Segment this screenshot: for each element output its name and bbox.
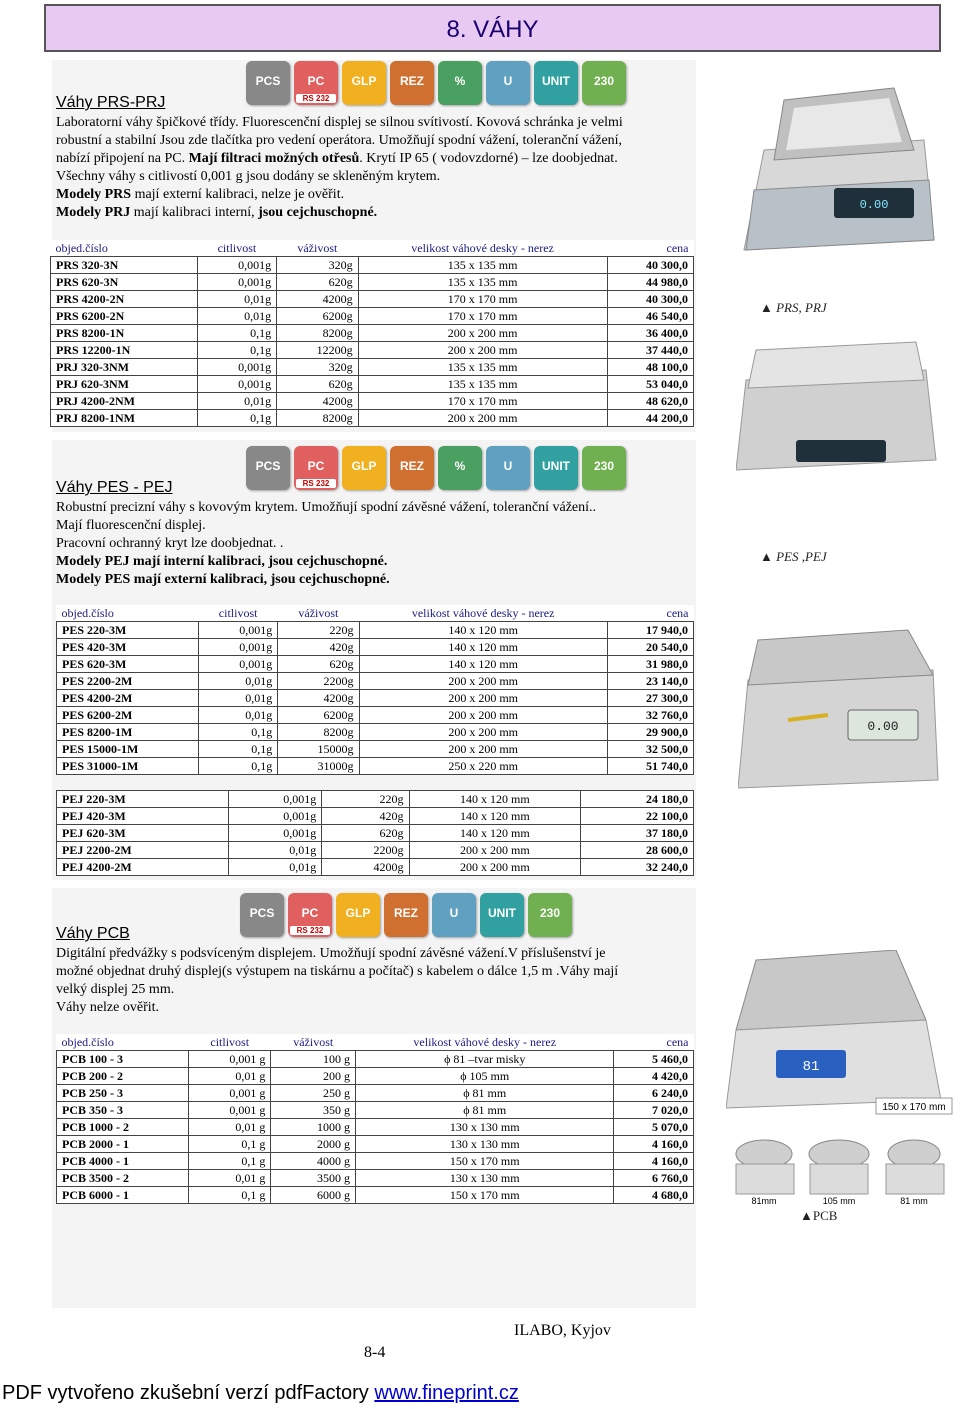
table-cell: 0,001g xyxy=(197,274,276,291)
intro-line: Modely PRS mají externí kalibraci, nelze je ověřit. xyxy=(56,187,345,202)
table-cell: 620g xyxy=(278,656,359,673)
glp-icon: GLP xyxy=(336,893,380,937)
svg-text:81 mm: 81 mm xyxy=(900,1196,928,1206)
company-name: ILABO, Kyjov xyxy=(514,1322,611,1339)
pcs-icon: PCS xyxy=(240,893,284,937)
intro-line: Pracovní ochranný kryt lze doobjednat. . xyxy=(56,536,284,551)
svg-text:105 mm: 105 mm xyxy=(822,1196,856,1206)
section-title-pcb: Váhy PCB xyxy=(56,925,130,942)
column-header: objed.číslo xyxy=(57,605,199,622)
table-cell: PCB 200 - 2 xyxy=(57,1068,189,1085)
table-row xyxy=(57,1119,694,1136)
table-cell: 0,001g xyxy=(228,825,322,842)
table-row xyxy=(51,291,694,308)
table-row xyxy=(51,376,694,393)
table-cell: 4200g xyxy=(277,291,359,308)
table-cell: 135 x 135 mm xyxy=(358,359,607,376)
table-cell: 36 400,0 xyxy=(607,325,693,342)
scale-photo-pcb-pans xyxy=(726,1124,954,1208)
column-header: velikost váhové desky - nerez xyxy=(356,1034,614,1051)
table-cell: 200 x 200 mm xyxy=(359,690,607,707)
table-cell: PRJ 620-3NM xyxy=(51,376,198,393)
table-cell: 23 140,0 xyxy=(607,673,693,690)
table-cell: 0,01g xyxy=(197,291,276,308)
table-header-row xyxy=(57,605,694,622)
table-cell: 250 g xyxy=(271,1085,356,1102)
table-cell: PES 2200-2M xyxy=(57,673,199,690)
table-cell: 6 760,0 xyxy=(614,1170,694,1187)
intro-line: nabízí připojení na PC. Mají filtraci možných otřesů. Krytí IP 65 ( vodovzdorné) – lze doobjednat. xyxy=(56,151,618,166)
table-cell: 40 300,0 xyxy=(607,257,693,274)
table-cell: 250 x 220 mm xyxy=(359,758,607,775)
table-cell: 0,1 g xyxy=(189,1136,271,1153)
table-cell: 130 x 130 mm xyxy=(356,1119,614,1136)
rs232-badge: RS 232 xyxy=(296,479,336,488)
table-cell: PEJ 4200-2M xyxy=(57,859,229,876)
table-cell: 140 x 120 mm xyxy=(409,825,581,842)
chapter-header xyxy=(44,4,941,52)
table-cell: 0,01g xyxy=(228,859,322,876)
table-cell: 15000g xyxy=(278,741,359,758)
intro-line: Modely PRJ mají kalibraci interní, jsou cejchuschopné. xyxy=(56,205,378,220)
table-cell: PES 31000-1M xyxy=(57,758,199,775)
table-cell: ϕ 81 –tvar misky xyxy=(356,1051,614,1068)
feature-icons-prs xyxy=(246,61,626,105)
feature-icons-pcb xyxy=(240,893,572,937)
price-table-pej xyxy=(56,790,694,876)
section-title-pes-pej: Váhy PES - PEJ xyxy=(56,479,173,496)
table-row xyxy=(57,1085,694,1102)
table-row xyxy=(57,825,694,842)
table-cell: 170 x 170 mm xyxy=(358,291,607,308)
table-cell: PES 15000-1M xyxy=(57,741,199,758)
table-row xyxy=(51,393,694,410)
table-cell: 0,1g xyxy=(197,410,276,427)
table-cell: 620g xyxy=(277,376,359,393)
pc-icon: PC RS 232 xyxy=(294,446,338,490)
column-header: velikost váhové desky - nerez xyxy=(358,240,607,257)
table-cell: PCB 4000 - 1 xyxy=(57,1153,189,1170)
table-cell: 6200g xyxy=(278,707,359,724)
intro-line: Modely PES mají externí kalibraci, jsou cejchuschopné. xyxy=(56,572,390,587)
table-cell: PRS 4200-2N xyxy=(51,291,198,308)
table-cell: PES 4200-2M xyxy=(57,690,199,707)
table-cell: 140 x 120 mm xyxy=(359,639,607,656)
table-cell: PES 420-3M xyxy=(57,639,199,656)
table-row xyxy=(57,1051,694,1068)
table-row xyxy=(57,622,694,639)
table-cell: 32 500,0 xyxy=(607,741,693,758)
table-cell: 44 200,0 xyxy=(607,410,693,427)
pc-icon: PC RS 232 xyxy=(294,61,338,105)
table-cell: PRJ 8200-1NM xyxy=(51,410,198,427)
column-header: citlivost xyxy=(197,240,276,257)
table-cell: 12200g xyxy=(277,342,359,359)
table-cell: 37 180,0 xyxy=(581,825,694,842)
table-cell: 350 g xyxy=(271,1102,356,1119)
table-cell: 0,001g xyxy=(199,639,278,656)
table-row xyxy=(57,639,694,656)
table-cell: 6200g xyxy=(277,308,359,325)
intro-line: Laboratorní váhy špičkové třídy. Fluorescenční displej se silnou svítivostí. Kovová schránka je velmi xyxy=(56,115,623,130)
column-header: cena xyxy=(614,1034,694,1051)
table-cell: 17 940,0 xyxy=(607,622,693,639)
rez-icon: REZ xyxy=(390,61,434,105)
table-row xyxy=(51,359,694,376)
column-header: cena xyxy=(607,605,693,622)
table-cell: ϕ 105 mm xyxy=(356,1068,614,1085)
table-cell: 320g xyxy=(277,359,359,376)
rez-icon: REZ xyxy=(384,893,428,937)
table-cell: 3500 g xyxy=(271,1170,356,1187)
table-cell: PEJ 420-3M xyxy=(57,808,229,825)
table-cell: PRS 12200-1N xyxy=(51,342,198,359)
table-cell: 0,001g xyxy=(199,656,278,673)
scale-caption-pcb: ▲PCB xyxy=(800,1208,838,1223)
table-cell: 8200g xyxy=(277,325,359,342)
table-row xyxy=(57,707,694,724)
intro-line: Všechny váhy s citlivostí 0,001 g jsou dodány se skleněným krytem. xyxy=(56,169,441,184)
table-cell: PCB 2000 - 1 xyxy=(57,1136,189,1153)
table-cell: 40 300,0 xyxy=(607,291,693,308)
table-cell: PCB 6000 - 1 xyxy=(57,1187,189,1204)
table-cell: 6 240,0 xyxy=(614,1085,694,1102)
table-cell: 8200g xyxy=(278,724,359,741)
column-header: objed.číslo xyxy=(57,1034,189,1051)
table-cell: 2200g xyxy=(278,673,359,690)
table-cell: PCB 3500 - 2 xyxy=(57,1170,189,1187)
intro-line: Mají fluorescenční displej. xyxy=(56,518,206,533)
table-cell: PRS 6200-2N xyxy=(51,308,198,325)
table-cell: 200 x 200 mm xyxy=(358,410,607,427)
table-cell: 0,001 g xyxy=(189,1051,271,1068)
table-cell: 200 g xyxy=(271,1068,356,1085)
table-cell: 0,1g xyxy=(199,741,278,758)
unit-icon: UNIT xyxy=(480,893,524,937)
table-cell: ϕ 81 mm xyxy=(356,1085,614,1102)
table-cell: 220g xyxy=(322,791,409,808)
table-cell: 0,001 g xyxy=(189,1102,271,1119)
table-row xyxy=(57,673,694,690)
price-table-pes xyxy=(56,605,694,775)
table-cell: 0,1g xyxy=(197,342,276,359)
fineprint-link[interactable]: www.fineprint.cz xyxy=(374,1382,519,1404)
scale-caption-prs: ▲ PRS, PRJ xyxy=(760,300,827,315)
table-cell: 5 070,0 xyxy=(614,1119,694,1136)
table-cell: 135 x 135 mm xyxy=(358,376,607,393)
power-230v-icon: 230 xyxy=(582,61,626,105)
table-row xyxy=(57,1170,694,1187)
table-cell: 130 x 130 mm xyxy=(356,1136,614,1153)
table-cell: 0,001g xyxy=(228,808,322,825)
table-cell: PRJ 4200-2NM xyxy=(51,393,198,410)
table-row xyxy=(57,690,694,707)
table-cell: 27 300,0 xyxy=(607,690,693,707)
table-cell: PCB 1000 - 2 xyxy=(57,1119,189,1136)
table-row xyxy=(57,808,694,825)
table-cell: 31000g xyxy=(278,758,359,775)
underfloor-weighing-icon: U xyxy=(486,61,530,105)
table-cell: 620g xyxy=(277,274,359,291)
table-cell: 32 240,0 xyxy=(581,859,694,876)
table-cell: 0,001g xyxy=(199,622,278,639)
scale-photo-prs xyxy=(724,80,950,280)
table-row xyxy=(57,656,694,673)
intro-line: velký displej 25 mm. xyxy=(56,982,175,997)
table-cell: 4200g xyxy=(322,859,409,876)
table-cell: 0,01 g xyxy=(189,1170,271,1187)
table-row xyxy=(51,274,694,291)
unit-icon: UNIT xyxy=(534,61,578,105)
table-cell: 44 980,0 xyxy=(607,274,693,291)
table-cell: 130 x 130 mm xyxy=(356,1170,614,1187)
table-row xyxy=(57,724,694,741)
table-cell: PES 8200-1M xyxy=(57,724,199,741)
table-row xyxy=(57,859,694,876)
table-cell: 6000 g xyxy=(271,1187,356,1204)
table-cell: 8200g xyxy=(277,410,359,427)
chapter-title: 8. VÁHY xyxy=(446,16,539,43)
rez-icon: REZ xyxy=(390,446,434,490)
table-row xyxy=(57,1136,694,1153)
rs232-badge: RS 232 xyxy=(290,926,330,935)
table-cell: PRJ 320-3NM xyxy=(51,359,198,376)
power-230v-icon: 230 xyxy=(528,893,572,937)
table-row xyxy=(57,791,694,808)
table-cell: 4000 g xyxy=(271,1153,356,1170)
table-row xyxy=(51,308,694,325)
column-header: váživost xyxy=(277,240,359,257)
pcs-icon: PCS xyxy=(246,446,290,490)
table-cell: 200 x 200 mm xyxy=(358,325,607,342)
table-cell: 420g xyxy=(278,639,359,656)
percent-icon: % xyxy=(438,446,482,490)
table-cell: PES 6200-2M xyxy=(57,707,199,724)
underfloor-weighing-icon: U xyxy=(432,893,476,937)
table-cell: 135 x 135 mm xyxy=(358,257,607,274)
table-cell: 0,001g xyxy=(228,791,322,808)
table-row xyxy=(51,410,694,427)
table-cell: PRS 620-3N xyxy=(51,274,198,291)
table-cell: 170 x 170 mm xyxy=(358,393,607,410)
intro-line: robustní a stabilní Jsou zde tlačítka pro vedení operátora. Umožňují spodní vážení, toleranční vážení, xyxy=(56,133,623,148)
column-header: citlivost xyxy=(199,605,278,622)
table-cell: 200 x 200 mm xyxy=(359,741,607,758)
scale-photo-prs-2 xyxy=(736,340,942,490)
pc-icon: PC RS 232 xyxy=(288,893,332,937)
intro-line: možné objednat druhý displej(s výstupem na tiskárnu a počítač) s kabelem o dálce 1,5 m .Váhy mají xyxy=(56,964,619,979)
column-header: cena xyxy=(607,240,693,257)
table-cell: 140 x 120 mm xyxy=(409,808,581,825)
svg-text:0.00: 0.00 xyxy=(859,198,889,212)
table-cell: 4 680,0 xyxy=(614,1187,694,1204)
table-cell: 0,001g xyxy=(197,376,276,393)
table-cell: 4200g xyxy=(277,393,359,410)
table-cell: 140 x 120 mm xyxy=(359,622,607,639)
table-cell: 0,01 g xyxy=(189,1068,271,1085)
svg-text:0.00: 0.00 xyxy=(867,719,899,734)
table-cell: 0,01g xyxy=(197,308,276,325)
table-cell: 0,1g xyxy=(199,724,278,741)
table-cell: 320g xyxy=(277,257,359,274)
table-cell: 170 x 170 mm xyxy=(358,308,607,325)
table-cell: 24 180,0 xyxy=(581,791,694,808)
pcs-icon: PCS xyxy=(246,61,290,105)
feature-icons-pes xyxy=(246,446,626,490)
table-cell: 0,001g xyxy=(197,359,276,376)
svg-text:81mm: 81mm xyxy=(751,1196,777,1206)
table-cell: 200 x 200 mm xyxy=(409,842,581,859)
table-row xyxy=(57,758,694,775)
table-cell: 100 g xyxy=(271,1051,356,1068)
table-row xyxy=(51,342,694,359)
table-cell: 53 040,0 xyxy=(607,376,693,393)
table-cell: 5 460,0 xyxy=(614,1051,694,1068)
percent-icon: % xyxy=(438,61,482,105)
table-cell: 2200g xyxy=(322,842,409,859)
table-cell: 0,01g xyxy=(228,842,322,859)
table-cell: 4 160,0 xyxy=(614,1136,694,1153)
scale-photo-pes xyxy=(738,620,944,800)
table-cell: 32 760,0 xyxy=(607,707,693,724)
table-cell: 0,1g xyxy=(197,325,276,342)
table-cell: 0,1 g xyxy=(189,1187,271,1204)
table-cell: PRS 320-3N xyxy=(51,257,198,274)
scale-caption-pes: ▲ PES ,PEJ xyxy=(760,549,827,564)
table-cell: 4 420,0 xyxy=(614,1068,694,1085)
table-header-row xyxy=(57,1034,694,1051)
table-row xyxy=(51,325,694,342)
column-header: citlivost xyxy=(189,1034,271,1051)
table-cell: 20 540,0 xyxy=(607,639,693,656)
table-cell: 4 160,0 xyxy=(614,1153,694,1170)
table-cell: PCB 250 - 3 xyxy=(57,1085,189,1102)
table-cell: 0,01g xyxy=(199,707,278,724)
table-cell: 0,1 g xyxy=(189,1153,271,1170)
table-cell: 200 x 200 mm xyxy=(359,707,607,724)
table-cell: 0,1g xyxy=(199,758,278,775)
table-cell: PEJ 620-3M xyxy=(57,825,229,842)
svg-text:150 x 170 mm: 150 x 170 mm xyxy=(882,1102,946,1113)
table-cell: 220g xyxy=(278,622,359,639)
table-cell: PRS 8200-1N xyxy=(51,325,198,342)
scale-photo-pcb xyxy=(726,950,954,1120)
table-row xyxy=(57,741,694,758)
table-cell: 0,001g xyxy=(197,257,276,274)
table-cell: 620g xyxy=(322,825,409,842)
table-cell: 7 020,0 xyxy=(614,1102,694,1119)
table-cell: 1000 g xyxy=(271,1119,356,1136)
table-cell: 0,01g xyxy=(199,690,278,707)
table-cell: ϕ 81 mm xyxy=(356,1102,614,1119)
svg-text:81: 81 xyxy=(802,1059,820,1075)
intro-line: Digitální předvážky s podsvíceným displejem. Umožňují spodní závěsné vážení.V příslušenství je xyxy=(56,946,606,961)
table-cell: 200 x 200 mm xyxy=(359,673,607,690)
intro-line: Modely PEJ mají interní kalibraci, jsou cejchuschopné. xyxy=(56,554,388,569)
table-cell: 0,001 g xyxy=(189,1085,271,1102)
table-cell: PEJ 220-3M xyxy=(57,791,229,808)
intro-line: Váhy nelze ověřit. xyxy=(56,1000,160,1015)
table-cell: 48 620,0 xyxy=(607,393,693,410)
table-row xyxy=(57,1187,694,1204)
table-row xyxy=(51,257,694,274)
table-cell: PCB 100 - 3 xyxy=(57,1051,189,1068)
glp-icon: GLP xyxy=(342,61,386,105)
rs232-badge: RS 232 xyxy=(296,94,336,103)
table-cell: 29 900,0 xyxy=(607,724,693,741)
table-cell: 46 540,0 xyxy=(607,308,693,325)
table-cell: 200 x 200 mm xyxy=(359,724,607,741)
table-cell: 4200g xyxy=(278,690,359,707)
table-row xyxy=(57,1153,694,1170)
intro-line: Robustní precizní váhy s kovovým krytem. Umožňují spodní závěsné vážení, toleranční vážení.. xyxy=(56,500,597,515)
table-cell: 150 x 170 mm xyxy=(356,1187,614,1204)
table-cell: PES 620-3M xyxy=(57,656,199,673)
table-cell: 31 980,0 xyxy=(607,656,693,673)
table-cell: 22 100,0 xyxy=(581,808,694,825)
table-cell: PES 220-3M xyxy=(57,622,199,639)
table-cell: 0,01 g xyxy=(189,1119,271,1136)
page-number: 8-4 xyxy=(364,1344,386,1361)
unit-icon: UNIT xyxy=(534,446,578,490)
table-cell: 150 x 170 mm xyxy=(356,1153,614,1170)
section-title-prs-prj: Váhy PRS-PRJ xyxy=(56,94,166,111)
table-header-row xyxy=(51,240,694,257)
column-header: váživost xyxy=(271,1034,356,1051)
glp-icon: GLP xyxy=(342,446,386,490)
column-header: váživost xyxy=(278,605,359,622)
table-cell: 140 x 120 mm xyxy=(409,791,581,808)
table-cell: 0,01g xyxy=(197,393,276,410)
table-row xyxy=(57,842,694,859)
table-cell: 135 x 135 mm xyxy=(358,274,607,291)
table-row xyxy=(57,1068,694,1085)
table-cell: PEJ 2200-2M xyxy=(57,842,229,859)
underfloor-weighing-icon: U xyxy=(486,446,530,490)
table-cell: 51 740,0 xyxy=(607,758,693,775)
price-table-pcb xyxy=(56,1034,694,1204)
table-cell: 2000 g xyxy=(271,1136,356,1153)
table-cell: 200 x 200 mm xyxy=(409,859,581,876)
table-cell: 0,01g xyxy=(199,673,278,690)
column-header: velikost váhové desky - nerez xyxy=(359,605,607,622)
table-cell: 28 600,0 xyxy=(581,842,694,859)
table-row xyxy=(57,1102,694,1119)
table-cell: 140 x 120 mm xyxy=(359,656,607,673)
table-cell: 420g xyxy=(322,808,409,825)
table-cell: 48 100,0 xyxy=(607,359,693,376)
table-cell: 37 440,0 xyxy=(607,342,693,359)
column-header: objed.číslo xyxy=(51,240,198,257)
table-cell: PCB 350 - 3 xyxy=(57,1102,189,1119)
table-cell: 200 x 200 mm xyxy=(358,342,607,359)
power-230v-icon: 230 xyxy=(582,446,626,490)
price-table-prs-prj xyxy=(50,240,694,427)
pdf-factory-notice: PDF vytvořeno zkušební verzí pdfFactory www.fineprint.cz xyxy=(2,1382,519,1404)
